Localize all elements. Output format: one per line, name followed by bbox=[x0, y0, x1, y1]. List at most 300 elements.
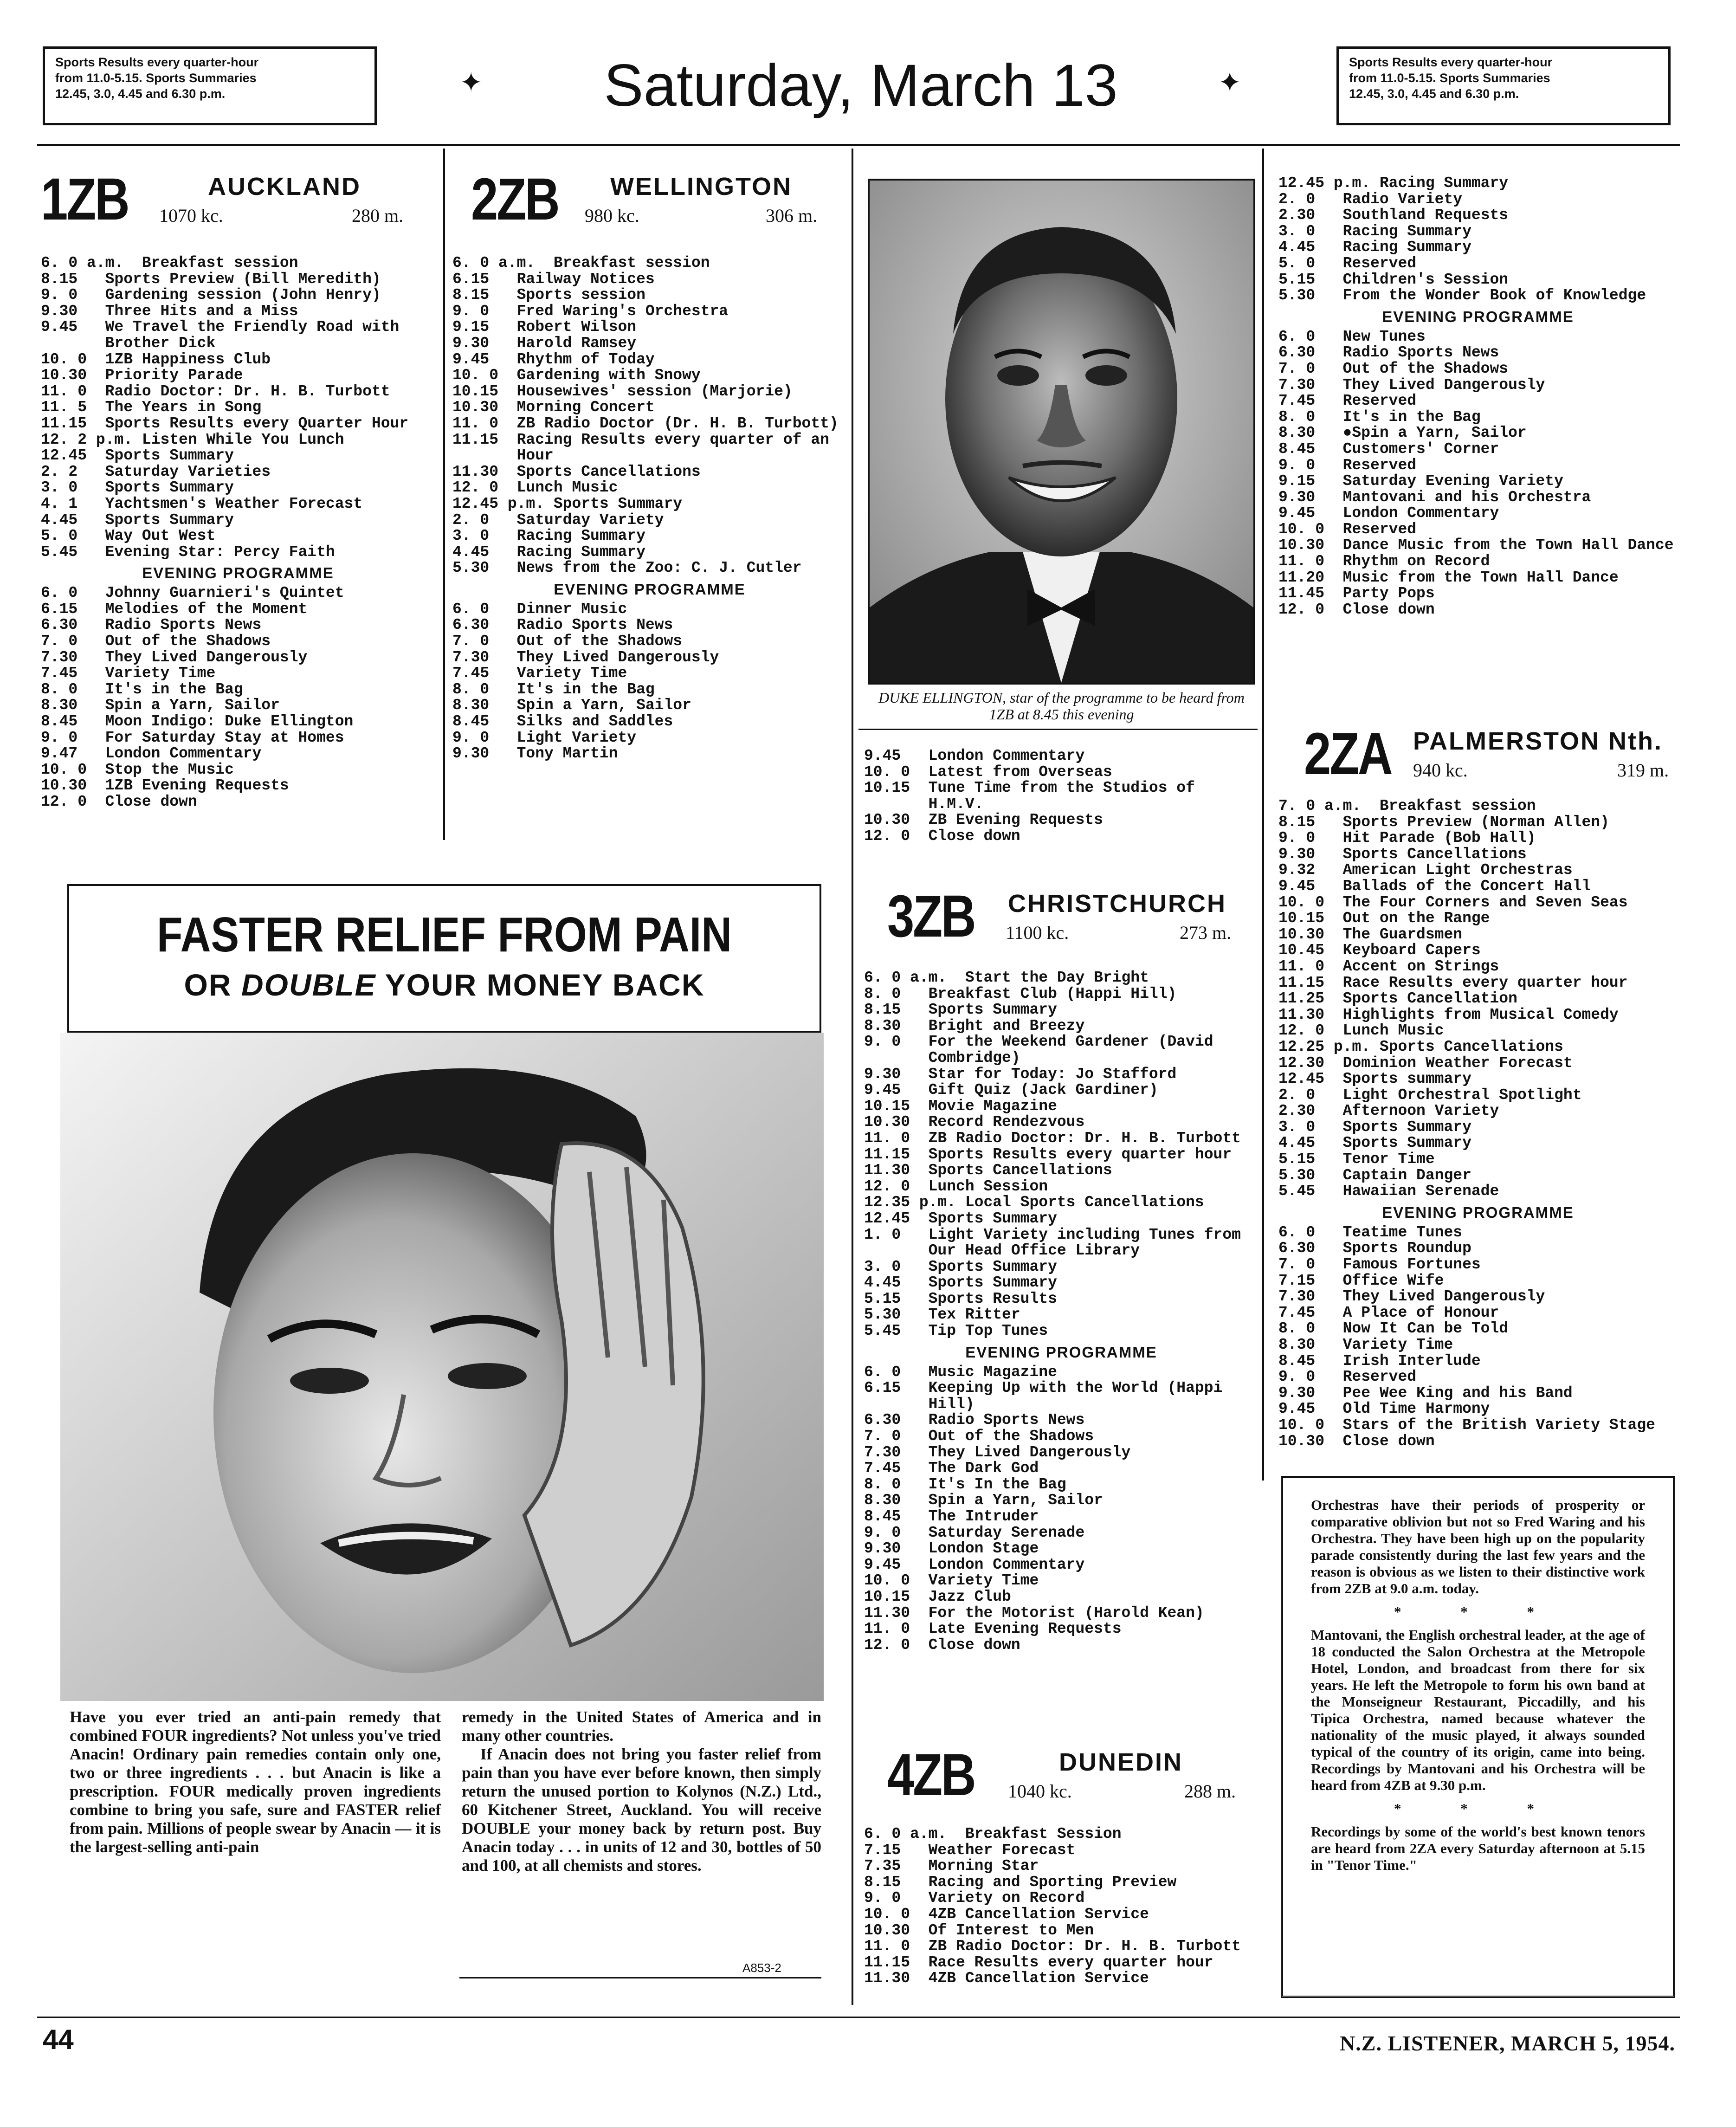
programme-title: Pee Wee King and his Band bbox=[1342, 1384, 1573, 1402]
programme-time: 12.45 bbox=[1278, 1070, 1343, 1088]
programme-row bbox=[1278, 1417, 1678, 1434]
programme-time: 10. 0 bbox=[1278, 520, 1343, 538]
programme-row bbox=[1278, 1151, 1678, 1168]
programme-row bbox=[864, 1525, 1258, 1541]
programme-time: 10.30 bbox=[864, 1113, 929, 1131]
station-callsign: 4ZB bbox=[887, 1742, 975, 1808]
programme-time: 7. 0 bbox=[1278, 360, 1343, 377]
page-number: 44 bbox=[43, 2024, 74, 2055]
programme-title: Reserved bbox=[1342, 520, 1417, 538]
programme-list bbox=[452, 255, 847, 576]
programme-time: 12. 0 bbox=[864, 1177, 929, 1195]
programme-time: 5.15 bbox=[1278, 1151, 1343, 1168]
programme-title: Mantovani and his Orchestra bbox=[1342, 488, 1591, 506]
header-note-left-line: 12.45, 3.0, 4.45 and 6.30 p.m. bbox=[55, 87, 226, 101]
programme-row bbox=[41, 698, 435, 714]
programme-time: 9.30 bbox=[864, 1540, 929, 1558]
programme-title: Three Hits and a Miss bbox=[105, 302, 298, 320]
programme-title: Race Results every quarter hour bbox=[928, 1953, 1213, 1971]
programme-time: 6. 0 bbox=[1278, 1223, 1343, 1241]
programme-title: Sports Results every quarter hour bbox=[928, 1145, 1232, 1163]
programme-title: Sports Summary bbox=[105, 479, 234, 497]
programme-time: 4.45 bbox=[452, 543, 517, 561]
programme-time: 9. 0 bbox=[864, 1524, 929, 1541]
station-frequency: 1070 kc. bbox=[159, 205, 223, 226]
station-2zb bbox=[452, 167, 847, 762]
programme-row bbox=[1278, 1241, 1678, 1257]
evening-programme-heading: EVENING PROGRAMME bbox=[965, 1343, 1157, 1361]
header-note-right bbox=[1336, 46, 1671, 125]
programme-time: 7.45 bbox=[1278, 1304, 1343, 1321]
programme-time: 9.45 bbox=[864, 1556, 929, 1573]
programme-title: Sports Cancellations bbox=[928, 1162, 1112, 1179]
programme-time: 9.30 bbox=[41, 302, 105, 320]
programme-row bbox=[864, 1493, 1258, 1509]
programme-title: Racing Summary bbox=[516, 543, 645, 561]
programme-row bbox=[864, 1826, 1258, 1843]
notes-paragraph: Orchestras have their periods of prosperity or comparative oblivion but not so Fred Waring and his Orchestra. They have been high up on the popularity parade consistently during the last few years and the reason is obvious as we listen to their distinctive work from 2ZB at 9.0 a.m. today. bbox=[1311, 1497, 1645, 1597]
programme-row bbox=[864, 970, 1258, 986]
programme-row bbox=[1278, 1305, 1678, 1321]
programme-row bbox=[1278, 975, 1678, 991]
programme-title: Out of the Shadows bbox=[928, 1428, 1094, 1445]
programme-time: 5.30 bbox=[1278, 1166, 1343, 1184]
programme-title: Children's Session bbox=[1342, 271, 1509, 288]
programme-title: Radio Doctor: Dr. H. B. Turbott bbox=[105, 382, 390, 400]
programme-row bbox=[41, 432, 435, 448]
station-city: PALMERSTON Nth. bbox=[1413, 727, 1663, 755]
programme-title: It's in the Bag bbox=[105, 680, 243, 698]
programme-time: 10.30 bbox=[1278, 537, 1343, 554]
programme-row bbox=[1278, 441, 1678, 458]
portrait-illustration bbox=[870, 181, 1253, 683]
programme-time: 12. 2 p.m. bbox=[41, 431, 142, 448]
programme-title: For the Motorist (Harold Kean) bbox=[928, 1604, 1204, 1622]
programme-row bbox=[864, 986, 1258, 1002]
station-callsign: 3ZB bbox=[887, 883, 975, 950]
programme-title: Late Evening Requests bbox=[928, 1620, 1122, 1638]
programme-row bbox=[864, 1163, 1258, 1179]
programme-time: 12.45 p.m. bbox=[1278, 175, 1380, 192]
header-note-left-line: from 11.0-5.15. Sports Summaries bbox=[55, 71, 257, 85]
programme-title: Reserved bbox=[1342, 1368, 1417, 1386]
programme-time: 4. 1 bbox=[41, 495, 105, 512]
programme-time: 11.15 bbox=[864, 1145, 929, 1163]
programme-row bbox=[41, 617, 435, 634]
programme-time: 5.15 bbox=[1278, 271, 1343, 288]
programme-title: Radio Sports News bbox=[105, 616, 262, 634]
programme-time: 7.30 bbox=[864, 1443, 929, 1461]
station-1zb bbox=[41, 167, 435, 810]
programme-row bbox=[864, 1211, 1258, 1227]
evening-programme-heading: EVENING PROGRAMME bbox=[554, 580, 746, 598]
programme-row bbox=[452, 746, 847, 762]
programme-title: Saturday Variety bbox=[516, 511, 664, 529]
programme-title: Racing Summary bbox=[1342, 239, 1471, 256]
programme-time: 9. 0 bbox=[452, 302, 517, 320]
programme-title: Breakfast Session bbox=[965, 1825, 1122, 1843]
ornament-right-icon: ✦ bbox=[1218, 66, 1242, 99]
programme-row bbox=[1278, 1369, 1678, 1385]
header-note-right-line: from 11.0-5.15. Sports Summaries bbox=[1349, 71, 1550, 85]
programme-time: 12. 0 bbox=[864, 827, 929, 845]
programme-time: 6. 0 a.m. bbox=[41, 254, 142, 272]
programme-time: 11.20 bbox=[1278, 569, 1343, 586]
station-city: DUNEDIN bbox=[1059, 1748, 1183, 1776]
programme-row bbox=[41, 287, 435, 304]
programme-row bbox=[41, 319, 435, 351]
programme-title: Hit Parade (Bob Hall) bbox=[1342, 829, 1536, 847]
programme-row bbox=[864, 1557, 1258, 1573]
station-header bbox=[864, 1743, 1258, 1826]
ad-paragraph: Have you ever tried an anti-pain remedy that combined FOUR ingredients? Not unless you've tried Anacin! Ordinary pain remedies contain only one, two or three ingredients . . . but Anacin is like a prescription. FOUR medically proven ingredients combine to bring you safe, sure and FASTER relief from pain. Millions of people swear by Anacin — it is the largest-selling anti-pain bbox=[70, 1708, 441, 1856]
programme-title: Party Pops bbox=[1342, 585, 1435, 602]
programme-row bbox=[41, 512, 435, 529]
ad-headline-box bbox=[67, 884, 821, 1033]
programme-time: 10. 0 bbox=[864, 1572, 929, 1590]
programme-row bbox=[864, 1971, 1258, 1987]
programme-title: Music from the Town Hall Dance bbox=[1342, 569, 1619, 586]
ornament-left-icon: ✦ bbox=[459, 66, 483, 99]
programme-title: New Tunes bbox=[1342, 328, 1426, 345]
programme-title: Sports session bbox=[516, 286, 645, 304]
programme-time: 6.30 bbox=[1278, 344, 1343, 362]
programme-row bbox=[452, 544, 847, 561]
programme-time: 11.45 bbox=[1278, 585, 1343, 602]
programme-time: 10.30 bbox=[41, 777, 105, 795]
programme-title: The Intruder bbox=[928, 1508, 1039, 1525]
programme-title: London Commentary bbox=[928, 1556, 1085, 1573]
programme-row bbox=[1278, 586, 1678, 602]
programme-time: 12.45 bbox=[41, 447, 105, 465]
programme-time: 12. 0 bbox=[1278, 601, 1343, 618]
caption-divider bbox=[858, 729, 1258, 730]
programme-time: 9. 0 bbox=[1278, 1368, 1343, 1386]
programme-title: Record Rendezvous bbox=[928, 1113, 1085, 1131]
programme-title: Close down bbox=[1342, 1432, 1435, 1450]
programme-time: 9. 0 bbox=[1278, 456, 1343, 474]
programme-title: Light Orchestral Spotlight bbox=[1342, 1086, 1582, 1104]
programme-time: 8.30 bbox=[864, 1492, 929, 1509]
programme-time: 10. 0 bbox=[41, 761, 105, 778]
programme-row bbox=[1278, 943, 1678, 959]
programme-title: We Travel the Friendly Road with Brother Dick bbox=[105, 318, 400, 352]
programme-row bbox=[864, 828, 1258, 845]
programme-title: Racing and Sporting Preview bbox=[928, 1873, 1177, 1891]
programme-time: 12.45 p.m. bbox=[452, 495, 554, 512]
station-wavelength: 288 m. bbox=[1184, 1781, 1236, 1802]
programme-row bbox=[1278, 175, 1678, 192]
programme-title: Spin a Yarn, Sailor bbox=[928, 1492, 1103, 1509]
programme-row bbox=[41, 255, 435, 272]
programme-time: 2. 0 bbox=[1278, 190, 1343, 208]
programme-title: They Lived Dangerously bbox=[1342, 1288, 1545, 1306]
programme-row bbox=[41, 448, 435, 464]
programme-time: 6. 0 bbox=[864, 1363, 929, 1381]
programme-time: 8. 0 bbox=[864, 1475, 929, 1493]
programme-title: Bright and Breezy bbox=[928, 1017, 1085, 1034]
programme-time: 6.30 bbox=[452, 616, 517, 634]
programme-time: 9.30 bbox=[864, 1065, 929, 1083]
programme-title: Irish Interlude bbox=[1342, 1352, 1481, 1370]
programme-time: 8. 0 bbox=[452, 680, 517, 698]
programme-time: 9.45 bbox=[1278, 504, 1343, 522]
programme-row bbox=[1278, 1337, 1678, 1353]
programme-row bbox=[1278, 1087, 1678, 1104]
programme-title: Harold Ramsey bbox=[516, 334, 637, 352]
programme-time: 9.45 bbox=[1278, 1400, 1343, 1418]
programme-row bbox=[1278, 602, 1678, 618]
programme-time: 6. 0 a.m. bbox=[452, 254, 554, 272]
programme-time: 5.30 bbox=[452, 559, 517, 577]
programme-title: Railway Notices bbox=[516, 270, 655, 288]
programme-time: 10. 0 bbox=[1278, 1416, 1343, 1434]
programme-time: 8.30 bbox=[1278, 1336, 1343, 1353]
programme-time: 9.45 bbox=[1278, 877, 1343, 895]
programme-row bbox=[452, 432, 847, 464]
programme-row bbox=[864, 1002, 1258, 1018]
programme-time: 6.15 bbox=[452, 270, 517, 288]
programme-title: Sports Preview (Bill Meredith) bbox=[105, 270, 381, 288]
programme-title: Race Results every quarter hour bbox=[1342, 974, 1628, 991]
programme-row bbox=[452, 730, 847, 746]
programme-time: 4.45 bbox=[864, 1274, 929, 1292]
programme-title: From the Wonder Book of Knowledge bbox=[1342, 287, 1646, 304]
programme-row bbox=[1278, 570, 1678, 586]
programme-title: Dance Music from the Town Hall Dance bbox=[1342, 537, 1674, 554]
programme-title: It's in the Bag bbox=[1342, 408, 1481, 426]
programme-row bbox=[864, 1291, 1258, 1307]
programme-title: Variety Time bbox=[1342, 1336, 1453, 1353]
programme-title: Dinner Music bbox=[516, 600, 627, 618]
programme-row bbox=[1278, 224, 1678, 240]
ad-code: A853-2 bbox=[742, 1961, 781, 1975]
duke-ellington-photo bbox=[868, 179, 1255, 685]
programme-title: Sports Summary bbox=[553, 495, 683, 512]
programme-time: 9.32 bbox=[1278, 861, 1343, 879]
programme-time: 7. 0 a.m. bbox=[1278, 797, 1380, 815]
programme-time: 7.45 bbox=[452, 665, 517, 682]
evening-programme-heading: EVENING PROGRAMME bbox=[1382, 308, 1574, 325]
programme-title: Close down bbox=[105, 793, 197, 810]
programme-time: 8.15 bbox=[452, 286, 517, 304]
programme-time: 5.45 bbox=[864, 1322, 929, 1340]
programme-time: 8.15 bbox=[1278, 813, 1343, 831]
programme-time: 8.45 bbox=[1278, 1352, 1343, 1370]
programme-row bbox=[1278, 879, 1678, 895]
programme-time: 12. 0 bbox=[1278, 1022, 1343, 1040]
programme-time: 11. 0 bbox=[864, 1620, 929, 1638]
station-header bbox=[864, 884, 1258, 970]
programme-time: 5.30 bbox=[864, 1306, 929, 1324]
programme-time: 12. 0 bbox=[864, 1636, 929, 1654]
programme-row bbox=[41, 746, 435, 762]
ad-divider bbox=[459, 1977, 821, 1978]
programme-row bbox=[864, 1858, 1258, 1875]
programme-title: Music Magazine bbox=[928, 1363, 1057, 1381]
programme-time: 9. 0 bbox=[41, 286, 105, 304]
programme-time: 10.30 bbox=[1278, 1432, 1343, 1450]
programme-row bbox=[41, 528, 435, 544]
programme-row bbox=[864, 1843, 1258, 1859]
programme-time: 7.15 bbox=[864, 1841, 929, 1859]
programme-title: 1ZB Happiness Club bbox=[105, 350, 271, 368]
programme-row bbox=[41, 762, 435, 778]
programme-time: 9.47 bbox=[41, 745, 105, 763]
station-wavelength: 273 m. bbox=[1180, 922, 1232, 943]
programme-row bbox=[864, 1907, 1258, 1923]
programme-row bbox=[864, 1364, 1258, 1381]
header-note-left bbox=[43, 46, 377, 125]
programme-title: Tex Ritter bbox=[928, 1306, 1020, 1324]
programme-row bbox=[41, 464, 435, 480]
programme-title: Lunch Session bbox=[928, 1177, 1048, 1195]
programme-row bbox=[864, 1131, 1258, 1147]
programme-time: 11. 0 bbox=[864, 1938, 929, 1955]
programme-row bbox=[41, 778, 435, 794]
programme-time: 3. 0 bbox=[1278, 222, 1343, 240]
programme-row bbox=[452, 650, 847, 666]
programme-time: 6. 0 bbox=[41, 584, 105, 602]
programme-time: 5.30 bbox=[1278, 287, 1343, 304]
programme-time: 2.30 bbox=[1278, 1102, 1343, 1120]
programme-time: 10.30 bbox=[1278, 925, 1343, 943]
page-title: Saturday, March 13 bbox=[604, 52, 1118, 119]
programme-time: 9. 0 bbox=[1278, 829, 1343, 847]
programme-time: 6.15 bbox=[864, 1379, 929, 1397]
programme-time: 10. 0 bbox=[864, 763, 929, 781]
programme-title: Tenor Time bbox=[1342, 1151, 1435, 1168]
programme-row bbox=[41, 544, 435, 561]
programme-title: Sports Summary bbox=[928, 1258, 1057, 1275]
programme-title: American Light Orchestras bbox=[1342, 861, 1573, 879]
programme-title: 4ZB Cancellation Service bbox=[928, 1905, 1149, 1923]
programme-title: Reserved bbox=[1342, 456, 1417, 474]
programme-time: 3. 0 bbox=[1278, 1118, 1343, 1136]
station-3zb bbox=[864, 884, 1258, 1653]
programme-title: Way Out West bbox=[105, 527, 216, 545]
programme-row bbox=[864, 1461, 1258, 1477]
programme-row bbox=[452, 368, 847, 384]
programme-time: 10.30 bbox=[452, 399, 517, 416]
programme-title: 4ZB Cancellation Service bbox=[928, 1970, 1149, 1987]
programme-row bbox=[1278, 473, 1678, 490]
programme-row bbox=[864, 1605, 1258, 1622]
programme-time: 11.25 bbox=[1278, 990, 1343, 1008]
ad-body-column-2 bbox=[462, 1708, 821, 1875]
programme-row bbox=[864, 1179, 1258, 1195]
programme-title: Variety Time bbox=[928, 1572, 1039, 1590]
programme-title: ZB Evening Requests bbox=[928, 811, 1103, 829]
programme-time: 6.30 bbox=[864, 1411, 929, 1429]
programme-title: Out of the Shadows bbox=[516, 633, 683, 650]
ad-subheadline-text: OR bbox=[184, 968, 241, 1002]
programme-time: 5. 0 bbox=[41, 527, 105, 545]
programme-row bbox=[452, 272, 847, 288]
programme-row bbox=[864, 1939, 1258, 1955]
programme-time: 4.45 bbox=[1278, 1134, 1343, 1152]
programme-row bbox=[1278, 256, 1678, 272]
programme-title: Gardening session (John Henry) bbox=[105, 286, 381, 304]
programme-title: Close down bbox=[928, 827, 1020, 845]
programme-row bbox=[1278, 847, 1678, 863]
programme-title: Sports Cancellations bbox=[1379, 1038, 1563, 1055]
programme-time: 9.30 bbox=[452, 745, 517, 763]
column-divider bbox=[852, 149, 853, 2005]
programme-row bbox=[41, 794, 435, 810]
programme-title: It's in the Bag bbox=[516, 680, 655, 698]
programme-time: 9.30 bbox=[1278, 845, 1343, 863]
programme-row bbox=[1278, 798, 1678, 815]
programme-title: It's In the Bag bbox=[928, 1475, 1066, 1493]
programme-row bbox=[1278, 1103, 1678, 1119]
evening-programme-list bbox=[1278, 329, 1678, 618]
station-callsign: 1ZB bbox=[41, 166, 129, 233]
column-divider bbox=[1262, 149, 1264, 1480]
programme-title: Racing Summary bbox=[1342, 222, 1471, 240]
footer-divider bbox=[37, 2017, 1680, 2018]
programme-time: 6. 0 bbox=[452, 600, 517, 618]
station-wavelength: 319 m. bbox=[1617, 760, 1669, 781]
programme-row bbox=[41, 650, 435, 666]
programme-row bbox=[452, 384, 847, 400]
programme-row bbox=[1278, 1257, 1678, 1273]
programme-time: 8. 0 bbox=[1278, 1320, 1343, 1338]
programme-title: Sports Results every Quarter Hour bbox=[105, 414, 409, 432]
programme-time: 8. 0 bbox=[864, 985, 929, 1002]
programme-title: Radio Sports News bbox=[1342, 344, 1499, 362]
programme-title: ZB Radio Doctor: Dr. H. B. Turbott bbox=[928, 1938, 1241, 1955]
programme-time: 11.15 bbox=[864, 1953, 929, 1971]
programme-title: Jazz Club bbox=[928, 1588, 1011, 1605]
programme-row bbox=[1278, 1135, 1678, 1151]
programme-row bbox=[864, 1099, 1258, 1115]
station-4zb-continued bbox=[1278, 175, 1678, 618]
programme-title: Gardening with Snowy bbox=[516, 367, 701, 384]
programme-row bbox=[452, 634, 847, 650]
programme-row bbox=[1278, 377, 1678, 394]
programme-row bbox=[1278, 815, 1678, 831]
programme-time: 12.25 p.m. bbox=[1278, 1038, 1380, 1055]
programme-title: Light Variety bbox=[516, 729, 637, 746]
programme-title: A Place of Honour bbox=[1342, 1304, 1499, 1321]
programme-row bbox=[1278, 959, 1678, 975]
station-frequency: 1100 kc. bbox=[1006, 922, 1069, 943]
programme-time: 5.15 bbox=[864, 1290, 929, 1307]
programme-title: Variety Time bbox=[516, 665, 627, 682]
programme-title: Out on the Range bbox=[1342, 910, 1490, 927]
programme-title: For the Weekend Gardener (David Combridge) bbox=[928, 1033, 1213, 1067]
programme-row bbox=[1278, 239, 1678, 256]
programme-time: 10.30 bbox=[864, 1921, 929, 1939]
programme-title: Stop the Music bbox=[105, 761, 234, 778]
programme-row bbox=[1278, 329, 1678, 345]
programme-title: Tony Martin bbox=[516, 745, 618, 763]
programme-row bbox=[864, 1195, 1258, 1211]
programme-time: 11.30 bbox=[864, 1162, 929, 1179]
programme-row bbox=[1278, 1434, 1678, 1450]
woman-headache-illustration bbox=[60, 1033, 824, 1701]
programme-title: Sports Summary bbox=[105, 447, 234, 465]
programme-time: 10.15 bbox=[864, 1588, 929, 1605]
programme-row bbox=[452, 496, 847, 512]
programme-time: 4.45 bbox=[41, 511, 105, 529]
programme-title: Rhythm of Today bbox=[516, 350, 655, 368]
programme-time: 6.30 bbox=[41, 616, 105, 634]
programme-title: Johnny Guarnieri's Quintet bbox=[105, 584, 344, 602]
programme-time: 11. 0 bbox=[1278, 957, 1343, 975]
programme-title: Of Interest to Men bbox=[928, 1921, 1094, 1939]
